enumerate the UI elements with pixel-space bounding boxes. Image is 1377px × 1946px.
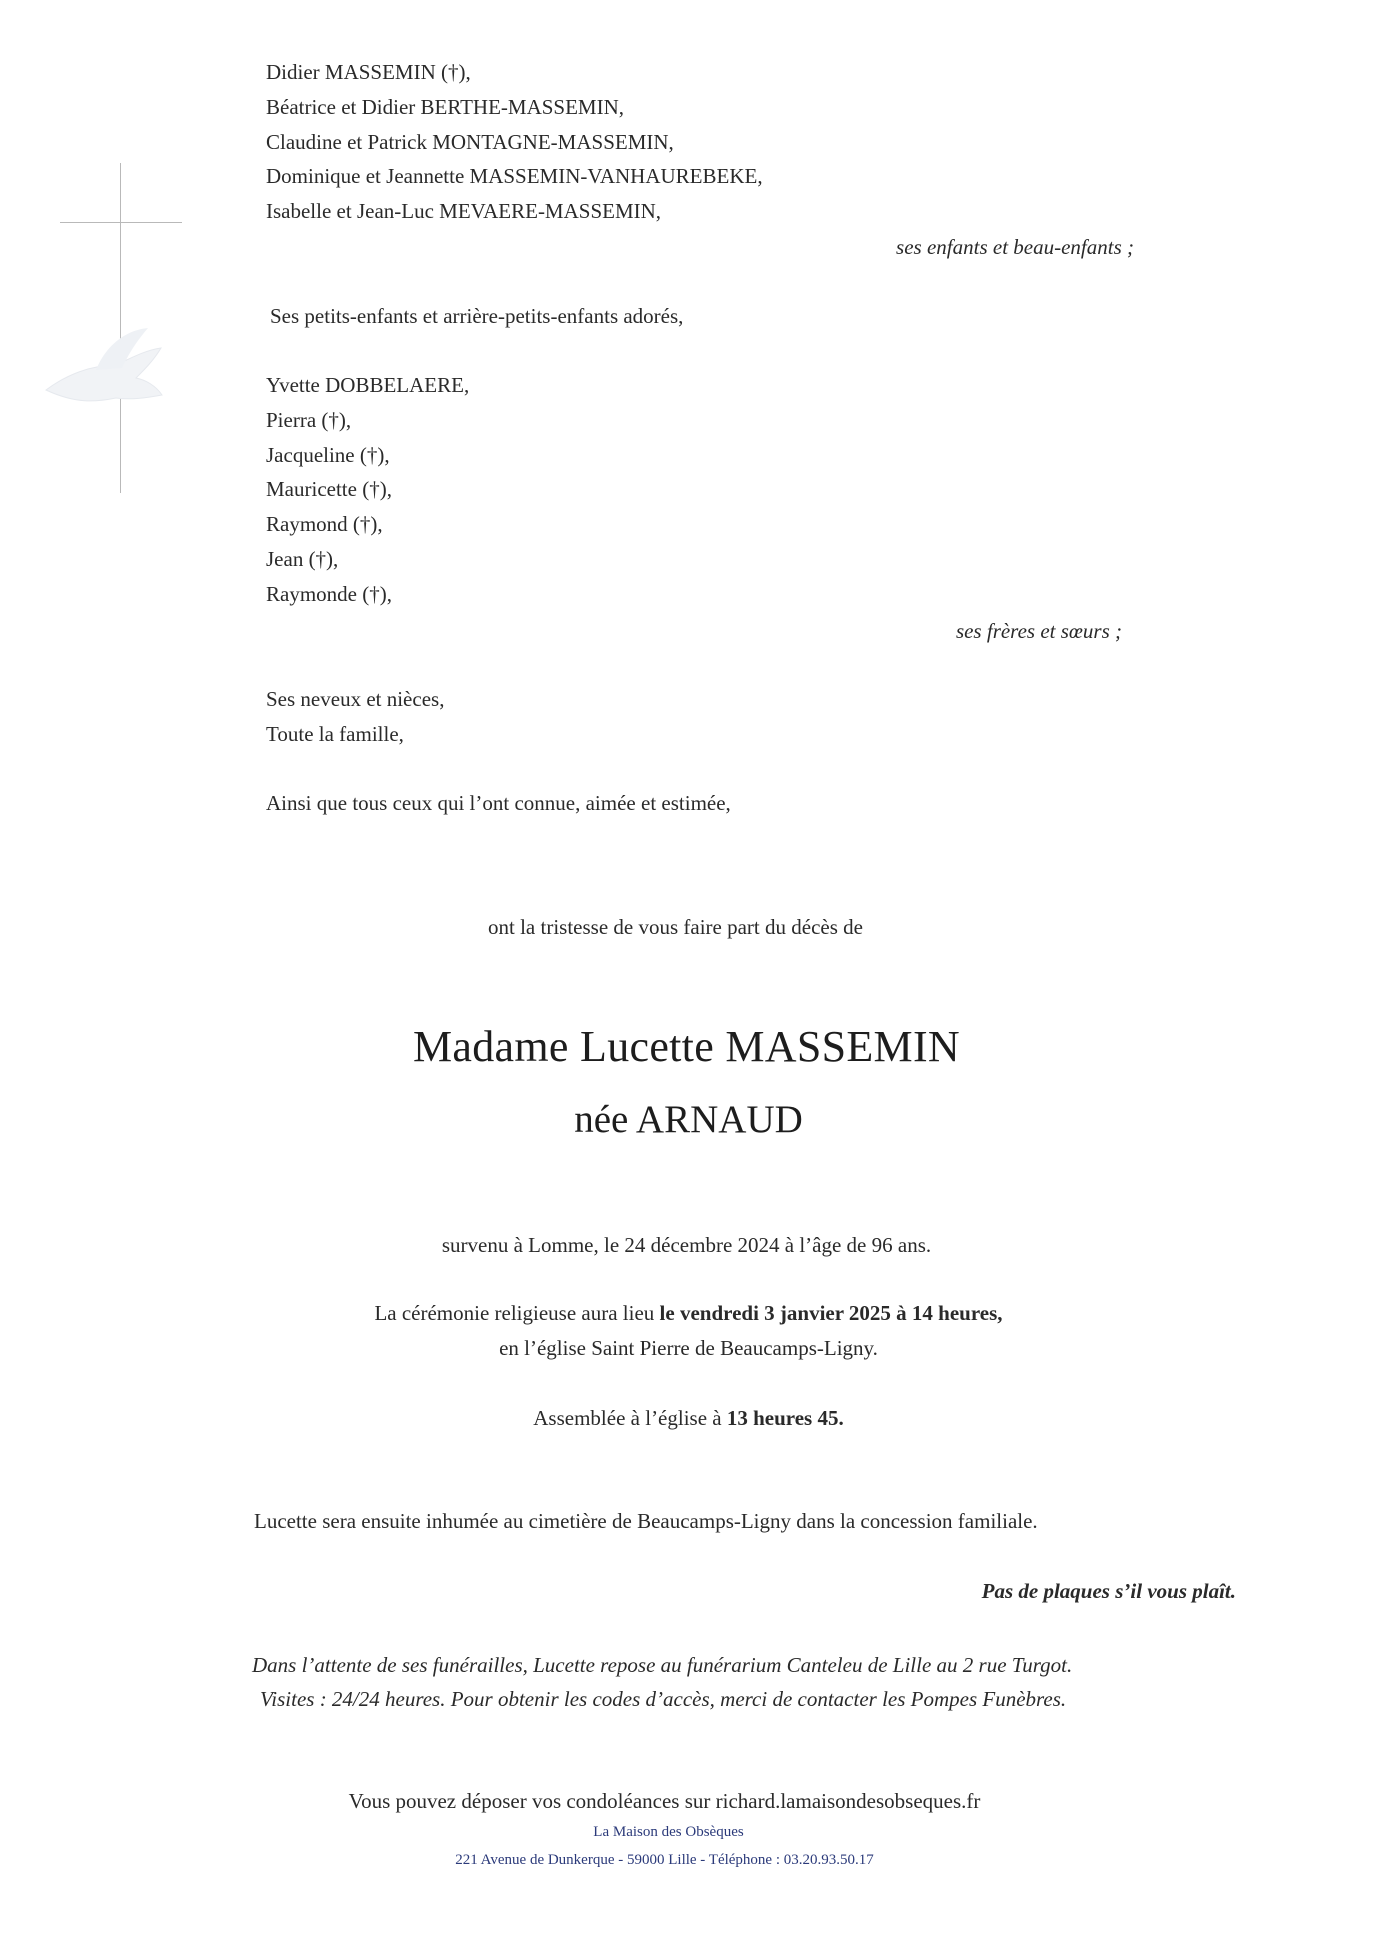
assembly-time: 13 heures 45.: [726, 1406, 844, 1430]
no-plaques-note: Pas de plaques s’il vous plaît.: [981, 1579, 1236, 1603]
extended-line-2: Toute la famille,: [266, 722, 404, 746]
deceased-name: Madame Lucette MASSEMIN: [412, 1022, 961, 1071]
dove-icon: [36, 320, 186, 430]
sibling-line-1: Yvette DOBBELAERE,: [266, 373, 470, 397]
footer-address: 221 Avenue de Dunkerque - 59000 Lille - Téléphone : 03.20.93.50.17: [455, 1852, 874, 1868]
assembly-line: [0, 1405, 1377, 1431]
child-line-5: Isabelle et Jean-Luc MEVAERE-MASSEMIN,: [266, 199, 662, 223]
children-caption: ses enfants et beau-enfants ;: [896, 235, 1134, 259]
child-line-3: Claudine et Patrick MONTAGNE-MASSEMIN,: [266, 130, 674, 154]
assembly-intro: Assemblée à l’église à: [533, 1406, 727, 1430]
extended-line-1: Ses neveux et nièces,: [266, 687, 445, 711]
footer-company: La Maison des Obsèques: [593, 1824, 744, 1840]
death-info: survenu à Lomme, le 24 décembre 2024 à l’âge de 96 ans.: [441, 1233, 932, 1257]
sibling-line-3: Jacqueline (†),: [266, 443, 390, 467]
sibling-line-6: Jean (†),: [266, 547, 339, 571]
ceremony-intro: La cérémonie religieuse aura lieu: [374, 1301, 660, 1325]
ceremony-location: en l’église Saint Pierre de Beaucamps-Ligny.: [499, 1336, 878, 1360]
grandchildren-line: Ses petits-enfants et arrière-petits-enfants adorés,: [270, 304, 684, 328]
announcement-line: ont la tristesse de vous faire part du décès de: [488, 915, 863, 939]
sibling-line-4: Mauricette (†),: [266, 477, 392, 501]
funerarium-line-1: Dans l’attente de ses funérailles, Lucette repose au funérarium Canteleu de Lille au 2 rue Turgot.: [252, 1653, 1073, 1677]
sibling-line-2: Pierra (†),: [266, 408, 352, 432]
child-line-1: Didier MASSEMIN (†),: [266, 60, 471, 84]
funerarium-line-2: Visites : 24/24 heures. Pour obtenir les codes d’accès, merci de contacter les Pompes Funèbres.: [260, 1687, 1067, 1711]
siblings-caption: ses frères et sœurs ;: [955, 619, 1122, 643]
condolences-line: Vous pouvez déposer vos condoléances sur richard.lamaisondesobseques.fr: [348, 1789, 981, 1813]
ceremony-when: le vendredi 3 janvier 2025 à 14 heures,: [659, 1301, 1003, 1325]
sibling-line-5: Raymond (†),: [266, 512, 383, 536]
ceremony-line: [0, 1300, 1377, 1326]
deceased-maiden-name: née ARNAUD: [574, 1098, 803, 1141]
child-line-4: Dominique et Jeannette MASSEMIN-VANHAUREBEKE,: [266, 164, 763, 188]
others-line: Ainsi que tous ceux qui l’ont connue, aimée et estimée,: [266, 791, 731, 815]
burial-line: Lucette sera ensuite inhumée au cimetière de Beaucamps-Ligny dans la concession familiale.: [254, 1509, 1038, 1533]
child-line-2: Béatrice et Didier BERTHE-MASSEMIN,: [266, 95, 625, 119]
sibling-line-7: Raymonde (†),: [266, 582, 392, 606]
